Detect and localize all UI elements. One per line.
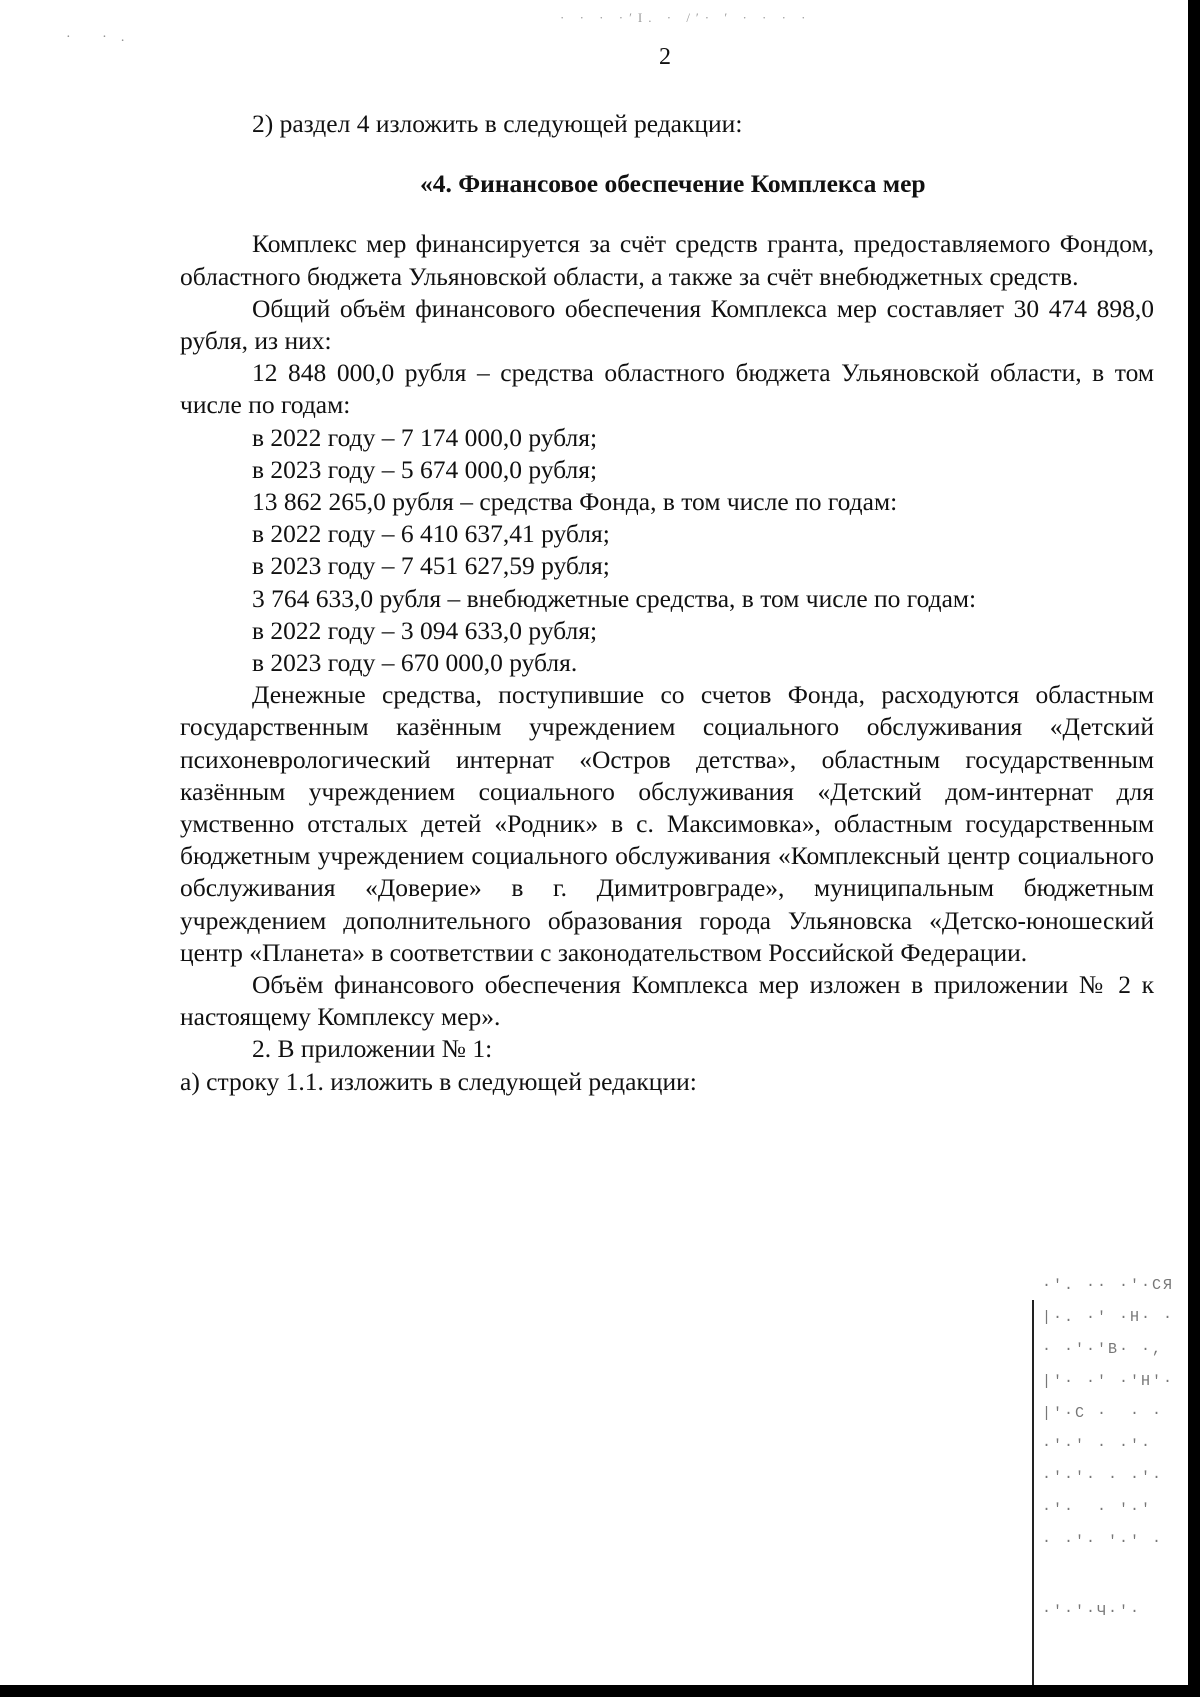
section-heading: «4. Финансовое обеспечение Комплекса мер <box>420 169 926 199</box>
paragraph-appendix-reference: Объём финансового обеспечения Комплекса мер изложен в приложении № 2 к настоящему Комплексу мер». <box>180 970 1154 1032</box>
stamp-bottom: ·ʹ·ʹ·Ч·ʹ· <box>1042 1603 1142 1620</box>
paragraph-row-edit: а) строку 1.1. изложить в следующей редакции: <box>180 1066 697 1096</box>
paragraph-fund-spending: Денежные средства, поступившие со счетов Фонда, расходуются областным государственным казённым учреждением социального обслуживания «Детский психоневрологический интернат «Остров детства», областным государственным казённым учреждением социального обслуживания «Детский дом-интернат для умственно отсталых детей «Родник» в с. Максимовка», областным государственным бюджетным учреждением социального обслуживания «Комплексный центр социального обслуживания «Доверие» в г. Димитровграде», муниципальным бюджетным учреждением дополнительного образования города Ульяновска «Детско-юношеский центр «Планета» в соответствии с законодательством Российской Федерации. <box>180 680 1154 967</box>
document-body <box>180 108 1154 1098</box>
paragraph-financing-sources: Комплекс мер финансируется за счёт средств гранта, предоставляемого Фондом, областного бюджета Ульяновской области, а также за счёт внебюджетных средств. <box>180 229 1154 291</box>
stamp-vertical-line <box>1032 1300 1034 1690</box>
paragraph-appendix-one: 2. В приложении № 1: <box>252 1034 493 1064</box>
paragraph-section-intro: 2) раздел 4 изложить в следующей редакции: <box>252 109 743 138</box>
list-item: в 2023 году – 5 674 000,0 рубля; <box>252 454 598 484</box>
list-item: в 2022 году – 6 410 637,41 рубля; <box>252 519 610 549</box>
list-item: в 2023 году – 7 451 627,59 рубля; <box>252 551 610 581</box>
scan-noise-top: · · · ·ʹІ. · /ʹ· ʹ · · · · <box>560 10 812 25</box>
scan-border-bottom <box>0 1685 1200 1697</box>
stamp-rows: ·ʹ. ·· ·ʹ·СЯ |·. ·ʹ ·Н· · · ·ʹ·ʹВ· ·, |ʹ· ·ʹ ·ʹНʹ· |ʹ·С · · · ·ʹ·ʹ · ·ʹ· ·ʹ·ʹ· · ·ʹ· ·ʹ· · ʹ·ʹ · ·ʹ· ʹ·ʹ · <box>1042 1277 1175 1550</box>
page-number: 2 <box>659 44 671 70</box>
list-item: в 2022 году – 3 094 633,0 рубля; <box>252 615 598 645</box>
scan-border-right <box>1188 0 1200 1697</box>
list-item: 13 862 265,0 рубля – средства Фонда, в том числе по годам: <box>252 487 898 517</box>
list-item: 3 764 633,0 рубля – внебюджетные средства, в том числе по годам: <box>252 583 977 613</box>
paragraph-total-volume: Общий объём финансового обеспечения Комплекса мер составляет 30 474 898,0 рубля, из них: <box>180 293 1154 356</box>
scan-noise-left: · ·. <box>66 30 139 45</box>
scan-stamp <box>1032 1270 1175 1690</box>
list-item: в 2023 году – 670 000,0 рубля. <box>252 648 578 678</box>
list-item: в 2022 году – 7 174 000,0 рубля; <box>252 422 598 452</box>
paragraph-regional-budget: 12 848 000,0 рубля – средства областного бюджета Ульяновской области, в том числе по годам: <box>180 358 1154 420</box>
